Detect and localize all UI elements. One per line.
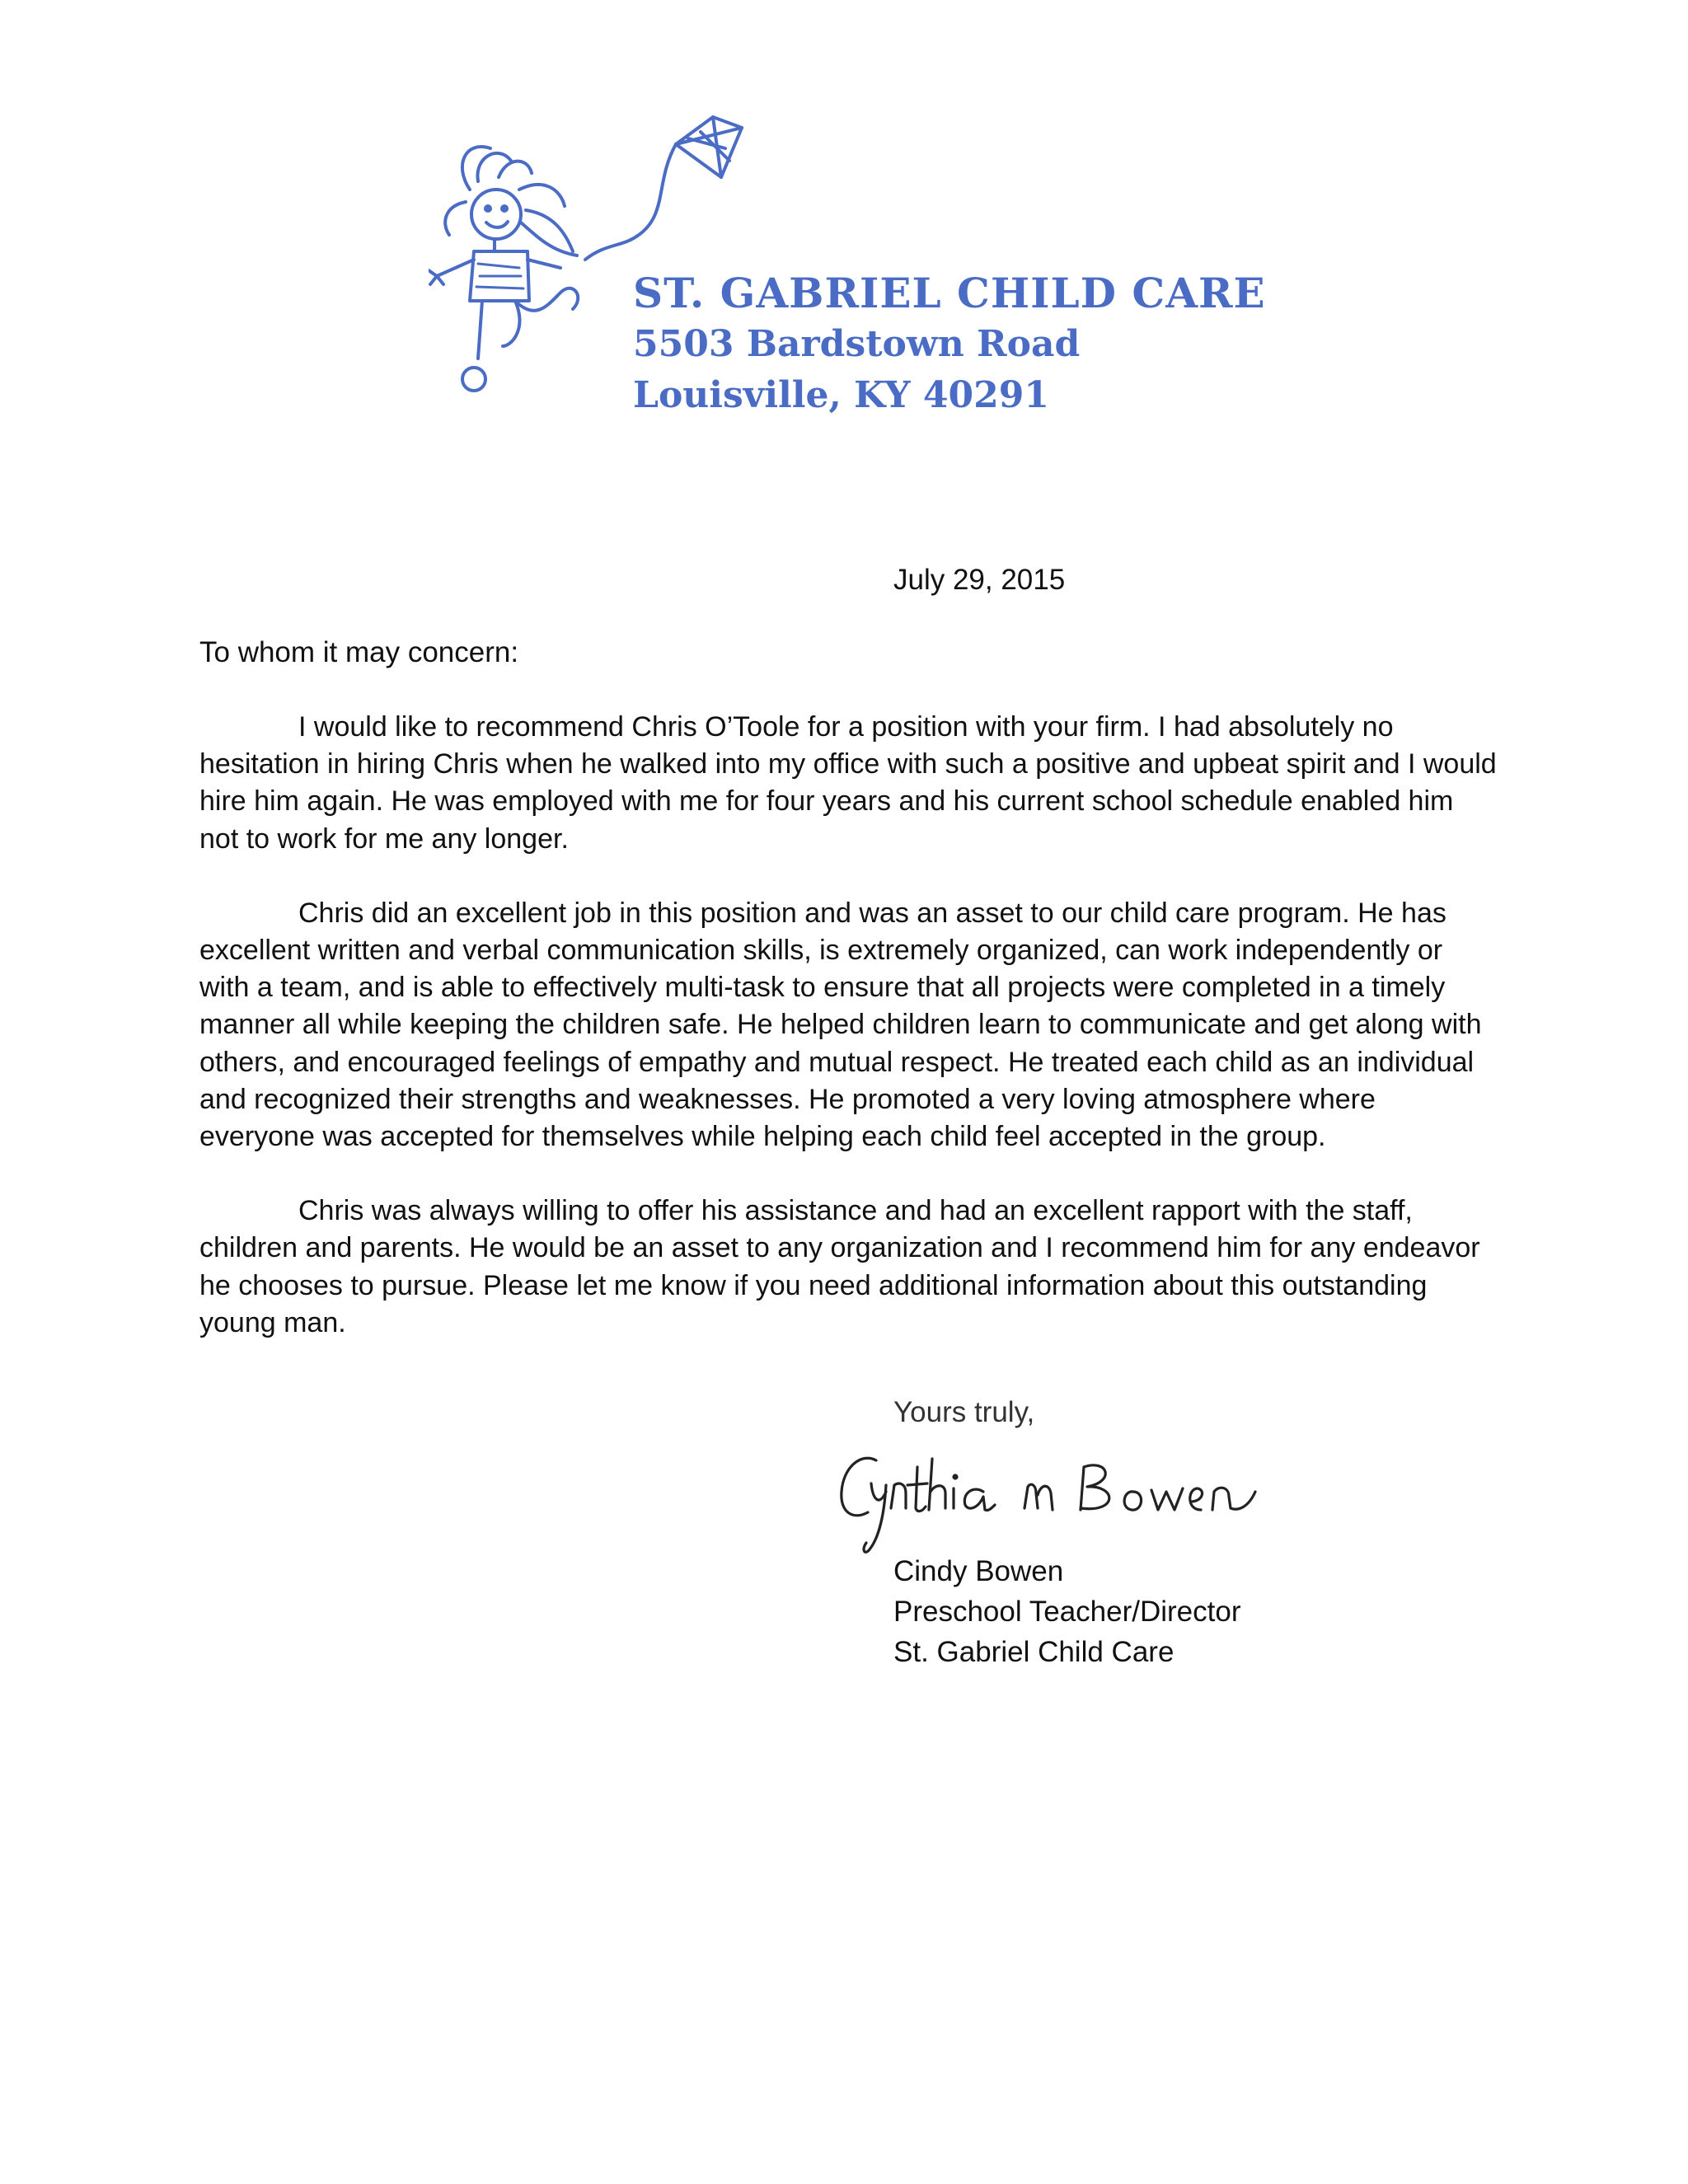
signer-title: Preschool Teacher/Director (893, 1596, 1241, 1628)
letterhead (429, 99, 1269, 445)
closing: Yours truly, (893, 1396, 1035, 1428)
letter-body (199, 709, 1498, 1379)
handwritten-signature (837, 1434, 1315, 1566)
body-paragraph: I would like to recommend Chris O’Toole for a position with your firm. I had absolutely no hesitation in hiring Chris when he walked into my office with such a positive and upbeat spirit and I would hire him again. He was employed with me for four years and his current school schedule enabled him not to work for me any longer. (199, 711, 1497, 855)
signer-name: Cindy Bowen (893, 1555, 1064, 1587)
salutation: To whom it may concern: (199, 636, 519, 668)
signature-block (893, 1551, 1241, 1672)
address-street: 5503 Bardstown Road (633, 323, 1081, 365)
body-paragraph: Chris was always willing to offer his assistance and had an excellent rapport with the staff, children and parents. He would be an asset to any organization and I recommend him for any endeavor he chooses to pursue. Please let me know if you need additional information about this outstanding young man. (199, 1195, 1480, 1338)
org-address-block (633, 268, 1268, 421)
org-name: ST. GABRIEL CHILD CARE (633, 269, 1266, 317)
address-city: Louisville, KY 40291 (633, 374, 1049, 416)
signer-organization: St. Gabriel Child Care (893, 1636, 1175, 1668)
body-paragraph: Chris did an excellent job in this position and was an asset to our child care program. He has excellent written and verbal communication skills, is extremely organized, can work independently or with a team, and is able to effectively multi-task to ensure that all projects were completed in a timely manner all while keeping the children safe. He helped children learn to communicate and get along with others, and encouraged feelings of empathy and mutual respect. He treated each child as an individual and recognized their strengths and weaknesses. He promoted a very loving atmosphere where everyone was accepted for themselves while helping each child feel accepted in the group. (199, 897, 1482, 1153)
letter-date: July 29, 2015 (893, 564, 1066, 596)
